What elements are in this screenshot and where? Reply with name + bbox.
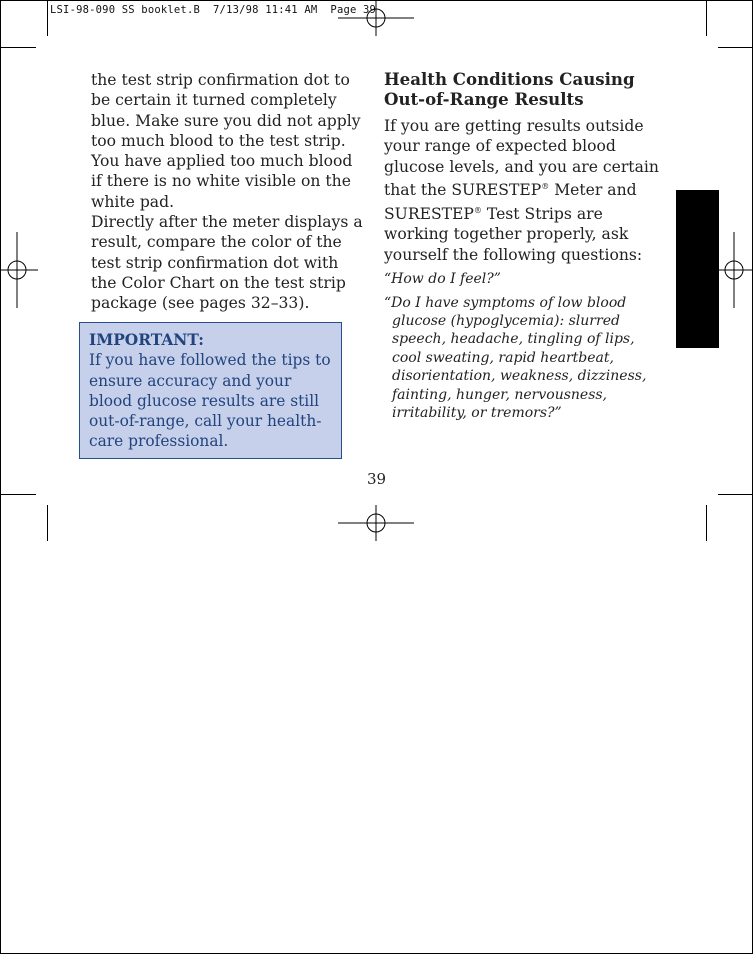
right-column — [384, 70, 662, 422]
crop-mark-top-left-vertical — [47, 0, 48, 36]
registration-mark-top — [338, 0, 414, 36]
left-column — [91, 70, 363, 314]
section-thumb-tab — [676, 190, 719, 348]
registration-mark-bottom — [338, 505, 414, 541]
intro-part-3: Test Strips are working together properly, ask yourself the following questions: — [384, 205, 643, 264]
registered-mark-1: ® — [541, 182, 550, 192]
intro-paragraph — [384, 116, 662, 265]
registration-mark-right — [715, 232, 753, 308]
registration-mark-left — [0, 232, 38, 308]
heading-line-1: Health Conditions Causing — [384, 69, 635, 89]
crop-mark-top-left-horizontal — [0, 47, 36, 48]
crop-mark-top-right-horizontal — [718, 47, 753, 48]
heading-line-2: Out-of-Range Results — [384, 88, 584, 109]
important-callout — [79, 322, 342, 459]
crop-mark-bottom-left-vertical — [47, 505, 48, 541]
crop-mark-bottom-right-horizontal — [718, 494, 753, 495]
registered-mark-2: ® — [473, 205, 482, 215]
section-heading — [384, 70, 662, 109]
crop-mark-bottom-left-horizontal — [0, 494, 36, 495]
left-paragraph-1: the test strip confirmation dot to be certain it turned completely blue. Make sure you did not apply too much blood to the test strip. You have applied too much blood if there is no white visible on the white pad. — [91, 71, 361, 211]
intro-part-1: If you are getting results outside your range of expected blood glucose levels, and you are certain that the SURESTEP — [384, 117, 659, 200]
page-number: 39 — [366, 470, 387, 488]
important-text: If you have followed the tips to ensure accuracy and your blood glucose results are still out-of-range, call your health-care professional. — [89, 351, 331, 451]
left-paragraph-2: Directly after the meter displays a result, compare the color of the test strip confirmation dot with the Color Chart on the test strip package (see pages 32–33). — [91, 213, 363, 313]
question-2: “Do I have symptoms of low blood glucose (hypoglycemia): slurred speech, headache, tingling of lips, cool sweating, rapid heartbeat, disorientation, weakness, dizziness, fainting, hunger, nervousness, irritability, or tremors?” — [384, 294, 647, 422]
crop-mark-top-right-vertical — [706, 0, 707, 36]
printer-slug: LSI-98-090 SS booklet.B 7/13/98 11:41 AM Page 39 — [50, 4, 377, 16]
intro-part-2: Meter and SURESTEP — [384, 181, 637, 223]
important-title: IMPORTANT: — [89, 331, 204, 349]
crop-mark-bottom-right-vertical — [706, 505, 707, 541]
question-1: “How do I feel?” — [384, 271, 501, 288]
